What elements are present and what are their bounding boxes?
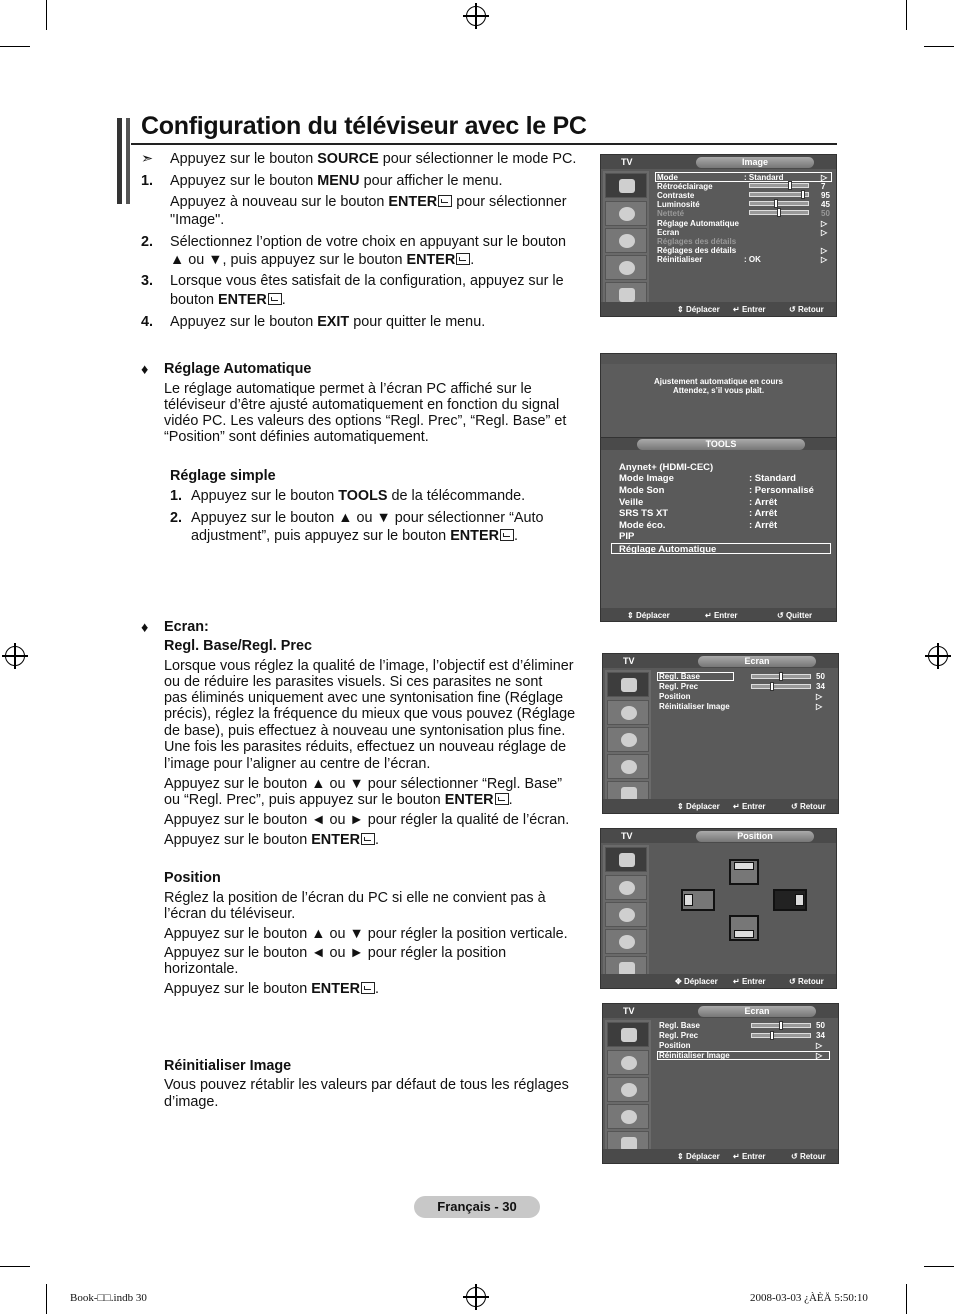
menu-sidebar xyxy=(605,1020,651,1149)
print-info-left: Book-□□.indb 30 xyxy=(70,1292,147,1304)
progress-message: Ajustement automatique en cours xyxy=(654,377,783,386)
bullet-icon: ♦ xyxy=(141,362,149,378)
setup-icon xyxy=(607,1104,649,1129)
tools-item[interactable]: Réglage Automatique xyxy=(619,544,717,555)
arrow-icon: ▷ xyxy=(821,173,828,182)
menu-item[interactable]: Réinitialiser Image xyxy=(659,1051,730,1060)
crop-mark xyxy=(906,1284,907,1314)
progress-message: Attendez, s’il vous plaît. xyxy=(672,386,765,395)
body-text: pas éliminés uniquement avec une syntonisation fine (Réglage xyxy=(164,690,564,706)
body-text: Appuyez sur le bouton ENTER . xyxy=(164,832,379,848)
slider-base[interactable] xyxy=(751,1023,811,1028)
registration-mark-icon xyxy=(928,646,948,666)
arrow-icon: ▷ xyxy=(821,255,828,264)
body-text: Appuyez sur le bouton ▲ ou ▼ pour régler la position verticale. xyxy=(164,926,568,942)
step-number: 2. xyxy=(141,234,154,250)
menu-item[interactable]: Regl. Prec xyxy=(659,1031,699,1040)
body-text: Une fois les parasites réduits, effectuez un nouveau réglage de xyxy=(164,739,567,755)
tools-item[interactable]: SRS TS XT xyxy=(619,508,669,519)
tools-item[interactable]: Veille xyxy=(619,497,644,508)
tools-item[interactable]: Anynet+ (HDMI-CEC) xyxy=(619,462,714,473)
page-title: Configuration du téléviseur avec le PC xyxy=(141,112,587,140)
step-number: 1. xyxy=(141,173,154,189)
position-left-icon[interactable] xyxy=(681,889,715,911)
tools-value: : Standard xyxy=(749,473,796,484)
menu-value: 50 xyxy=(821,209,830,218)
body-text: de base), puis effectuez à nouveau une syntonisation plus fine. xyxy=(164,723,566,739)
menu-item[interactable]: Netteté xyxy=(657,209,685,218)
menu-value: 34 xyxy=(816,682,825,691)
arrow-icon: ▷ xyxy=(816,702,823,711)
menu-item[interactable]: Réinitialiser Image xyxy=(659,702,730,711)
body-text: Réglez la position de l’écran du PC si elle ne convient pas à xyxy=(164,890,546,906)
body-text: Le réglage automatique permet à l’écran PC affiché sur le xyxy=(164,381,532,397)
step-text: Appuyez sur le bouton EXIT pour quitter le menu. xyxy=(170,314,486,330)
step-text: Lorsque vous êtes satisfait de la configuration, appuyez sur le xyxy=(170,273,564,289)
menu-value: 95 xyxy=(821,191,830,200)
body-text: l’image pour l’aligner au centre de l’écran. xyxy=(164,756,431,772)
step-number: 4. xyxy=(141,314,154,330)
crop-mark xyxy=(0,46,30,47)
enter-icon xyxy=(438,195,452,207)
crop-mark xyxy=(46,1284,47,1314)
slider-knob[interactable] xyxy=(779,672,783,681)
step-number: 1. xyxy=(170,488,183,504)
tv-screen-image xyxy=(600,154,837,317)
title-bar-decoration xyxy=(117,118,122,204)
tools-value: : Personnalisé xyxy=(749,485,814,496)
picture-icon xyxy=(607,1022,649,1047)
enter-hint: ↵ Entrer xyxy=(733,1152,766,1161)
menu-value: 50 xyxy=(816,1021,825,1030)
body-text: Lorsque vous réglez la qualité de l’image, l’objectif est d’éliminer xyxy=(164,658,574,674)
tv-label: TV xyxy=(621,831,633,841)
registration-mark-icon xyxy=(466,1287,486,1307)
enter-hint: ↵ Entrer xyxy=(733,802,766,811)
step-number: 3. xyxy=(141,273,154,289)
arrow-icon: ▷ xyxy=(821,219,828,228)
picture-icon xyxy=(605,173,647,198)
body-text: Vous pouvez rétablir les valeurs par défaut de tous les réglages xyxy=(164,1077,569,1093)
back-hint: ↺ Retour xyxy=(789,977,824,986)
body-text: téléviseur d’être ajusté automatiquement en fonction du signal xyxy=(164,397,560,413)
menu-header: Position xyxy=(696,831,814,842)
enter-hint: ↵ Entrer xyxy=(705,611,738,620)
body-text: l’écran du téléviseur. xyxy=(164,906,296,922)
channel-icon xyxy=(607,1077,649,1102)
slider-base[interactable] xyxy=(751,674,811,679)
slider-prec[interactable] xyxy=(751,684,811,689)
slider-brightness[interactable] xyxy=(749,201,809,206)
tv-screen-tools xyxy=(600,437,837,622)
picture-icon xyxy=(607,672,649,697)
sound-icon xyxy=(605,201,647,226)
body-text: ou “Regl. Prec”, puis appuyez sur le bouton ENTER . xyxy=(164,792,513,808)
menu-header: Ecran xyxy=(698,1006,816,1017)
menu-sidebar xyxy=(605,670,651,799)
slider-knob[interactable] xyxy=(770,1031,774,1040)
sound-icon xyxy=(607,700,649,725)
menu-item[interactable]: Mode xyxy=(657,173,678,182)
slider-knob[interactable] xyxy=(801,190,805,199)
tools-item[interactable]: Mode éco. xyxy=(619,520,666,531)
section-heading: Réglage Automatique xyxy=(164,361,312,377)
menu-item[interactable]: Réinitialiser xyxy=(657,255,703,264)
tv-screen-ecran xyxy=(602,653,839,814)
menu-sidebar xyxy=(603,845,649,974)
tools-item[interactable]: Mode Image xyxy=(619,473,674,484)
enter-icon xyxy=(456,253,470,265)
position-down-icon[interactable] xyxy=(729,915,759,941)
menu-item[interactable]: Ecran xyxy=(657,228,680,237)
sub-heading: Position xyxy=(164,870,221,886)
enter-hint: ↵ Entrer xyxy=(733,305,766,314)
slider-sharpness[interactable] xyxy=(749,210,809,215)
slider-knob[interactable] xyxy=(777,208,781,217)
move-hint: ⇕ Déplacer xyxy=(677,1152,720,1161)
picture-icon xyxy=(605,847,647,872)
setup-icon xyxy=(605,255,647,280)
menu-value: 34 xyxy=(816,1031,825,1040)
channel-icon xyxy=(605,228,647,253)
bullet-icon: ♦ xyxy=(141,620,149,636)
menu-value: 7 xyxy=(821,182,826,191)
slider-prec[interactable] xyxy=(751,1033,811,1038)
section-heading: Ecran: xyxy=(164,619,209,635)
channel-icon xyxy=(605,902,647,927)
page-number: Français - 30 xyxy=(414,1196,540,1218)
move-hint: ⇕ Déplacer xyxy=(627,611,670,620)
menu-header: Image xyxy=(696,157,814,168)
menu-item[interactable]: Regl. Base xyxy=(659,1021,700,1030)
quit-hint: ↺ Quitter xyxy=(777,611,813,620)
menu-item[interactable]: Rétroéclairage xyxy=(657,182,713,191)
tools-value: : Arrêt xyxy=(749,520,778,531)
print-info-right: 2008-03-03 ¿ÀÈÄ 5:50:10 xyxy=(750,1292,868,1304)
menu-item[interactable]: Regl. Base xyxy=(659,672,700,681)
menu-item[interactable]: Position xyxy=(659,1041,691,1050)
back-hint: ↺ Retour xyxy=(791,802,826,811)
step-text: Appuyez sur le bouton ▲ ou ▼ pour sélectionner “Auto xyxy=(191,510,544,526)
step-text: Sélectionnez l’option de votre choix en appuyant sur le bouton xyxy=(170,234,567,250)
crop-mark xyxy=(906,0,907,30)
step-text: bouton ENTER . xyxy=(170,292,286,308)
sub-heading: Réglage simple xyxy=(170,468,276,484)
body-text: horizontale. xyxy=(164,961,239,977)
body-text: Appuyez sur le bouton ◄ ou ► pour régler la qualité de l’écran. xyxy=(164,812,570,828)
tv-label: TV xyxy=(623,1006,635,1016)
position-up-icon[interactable] xyxy=(729,859,759,885)
menu-value: : Standard xyxy=(744,173,784,182)
body-text: “Position” sont définies automatiquement. xyxy=(164,429,429,445)
tv-label: TV xyxy=(623,656,635,666)
setup-icon xyxy=(605,929,647,954)
crop-mark xyxy=(924,1266,954,1267)
enter-icon xyxy=(500,529,514,541)
body-text: Appuyez sur le bouton ENTER . xyxy=(164,981,379,997)
body-text: Appuyez sur le bouton ◄ ou ► pour régler la position xyxy=(164,945,507,961)
tools-value: : Arrêt xyxy=(749,497,778,508)
menu-item[interactable]: Réglages des détails xyxy=(657,237,737,246)
move-hint: ⇕ Déplacer xyxy=(677,305,720,314)
sound-icon xyxy=(605,875,647,900)
step-text: Appuyez à nouveau sur le bouton ENTER pour sélectionner xyxy=(170,194,567,210)
title-bar-decoration xyxy=(126,118,130,204)
slider-backlight[interactable] xyxy=(749,183,809,188)
note-icon: ➣ xyxy=(141,151,154,167)
arrow-icon: ▷ xyxy=(821,246,828,255)
title-rule xyxy=(131,143,837,145)
arrow-icon: ▷ xyxy=(816,1051,823,1060)
body-text: ou de réduire les parasites visuels. Si ces parasites ne sont xyxy=(164,674,543,690)
menu-item[interactable]: Réglages des détails xyxy=(657,246,737,255)
menu-item[interactable]: Contraste xyxy=(657,191,695,200)
back-hint: ↺ Retour xyxy=(791,1152,826,1161)
menu-header: TOOLS xyxy=(637,439,805,450)
enter-icon xyxy=(361,833,375,845)
slider-knob[interactable] xyxy=(788,181,792,190)
intro-text: Appuyez sur le bouton SOURCE pour sélectionner le mode PC. xyxy=(170,151,577,167)
step-text: ▲ ou ▼, puis appuyez sur le bouton ENTER . xyxy=(170,252,475,268)
setup-icon xyxy=(607,754,649,779)
enter-icon xyxy=(268,293,282,305)
body-text: précis), réglez la fréquence du mieux que vous pouvez (Réglage xyxy=(164,706,576,722)
body-text: Appuyez sur le bouton ▲ ou ▼ pour sélectionner “Regl. Base” xyxy=(164,776,563,792)
enter-icon xyxy=(495,793,509,805)
arrow-icon: ▷ xyxy=(816,1041,823,1050)
sub-heading: Réinitialiser Image xyxy=(164,1058,292,1074)
tools-value: : Arrêt xyxy=(749,508,778,519)
menu-item[interactable]: Réglage Automatique xyxy=(657,219,739,228)
step-text: Appuyez sur le bouton MENU pour afficher le menu. xyxy=(170,173,503,189)
step-text: adjustment”, puis appuyez sur le bouton ENTER . xyxy=(191,528,518,544)
crop-mark xyxy=(46,0,47,30)
tv-label: TV xyxy=(621,157,633,167)
menu-header: Ecran xyxy=(698,656,816,667)
tools-item[interactable]: Mode Son xyxy=(619,485,665,496)
body-text: d’image. xyxy=(164,1094,219,1110)
position-right-icon[interactable] xyxy=(773,889,807,911)
crop-mark xyxy=(924,46,954,47)
tools-item[interactable]: PIP xyxy=(619,531,635,542)
tv-screen-position xyxy=(600,828,837,989)
arrow-icon: ▷ xyxy=(816,692,823,701)
move-hint: ✥ Déplacer xyxy=(675,977,718,986)
menu-item[interactable]: Position xyxy=(659,692,691,701)
slider-knob[interactable] xyxy=(779,1021,783,1030)
menu-sidebar xyxy=(603,171,649,302)
menu-value: 50 xyxy=(816,672,825,681)
step-text: Appuyez sur le bouton TOOLS de la télécommande. xyxy=(191,488,526,504)
registration-mark-icon xyxy=(5,646,25,666)
sub-heading: Regl. Base/Regl. Prec xyxy=(164,638,312,654)
arrow-icon: ▷ xyxy=(821,228,828,237)
slider-contrast[interactable] xyxy=(749,192,809,197)
menu-value: : OK xyxy=(744,255,761,264)
registration-mark-icon xyxy=(466,6,486,26)
step-number: 2. xyxy=(170,510,183,526)
channel-icon xyxy=(607,727,649,752)
enter-hint: ↵ Entrer xyxy=(733,977,766,986)
menu-value: 45 xyxy=(821,200,830,209)
sound-icon xyxy=(607,1050,649,1075)
back-hint: ↺ Retour xyxy=(789,305,824,314)
move-hint: ⇕ Déplacer xyxy=(677,802,720,811)
menu-item[interactable]: Regl. Prec xyxy=(659,682,699,691)
slider-knob[interactable] xyxy=(774,199,778,208)
slider-knob[interactable] xyxy=(770,682,774,691)
body-text: vidéo PC. Les valeurs des options “Regl. Prec”, “Regl. Base” et xyxy=(164,413,567,429)
menu-item[interactable]: Luminosité xyxy=(657,200,700,209)
enter-icon xyxy=(361,982,375,994)
step-text: "Image". xyxy=(170,212,225,228)
crop-mark xyxy=(0,1266,30,1267)
tv-screen-ecran-reset xyxy=(602,1003,839,1164)
